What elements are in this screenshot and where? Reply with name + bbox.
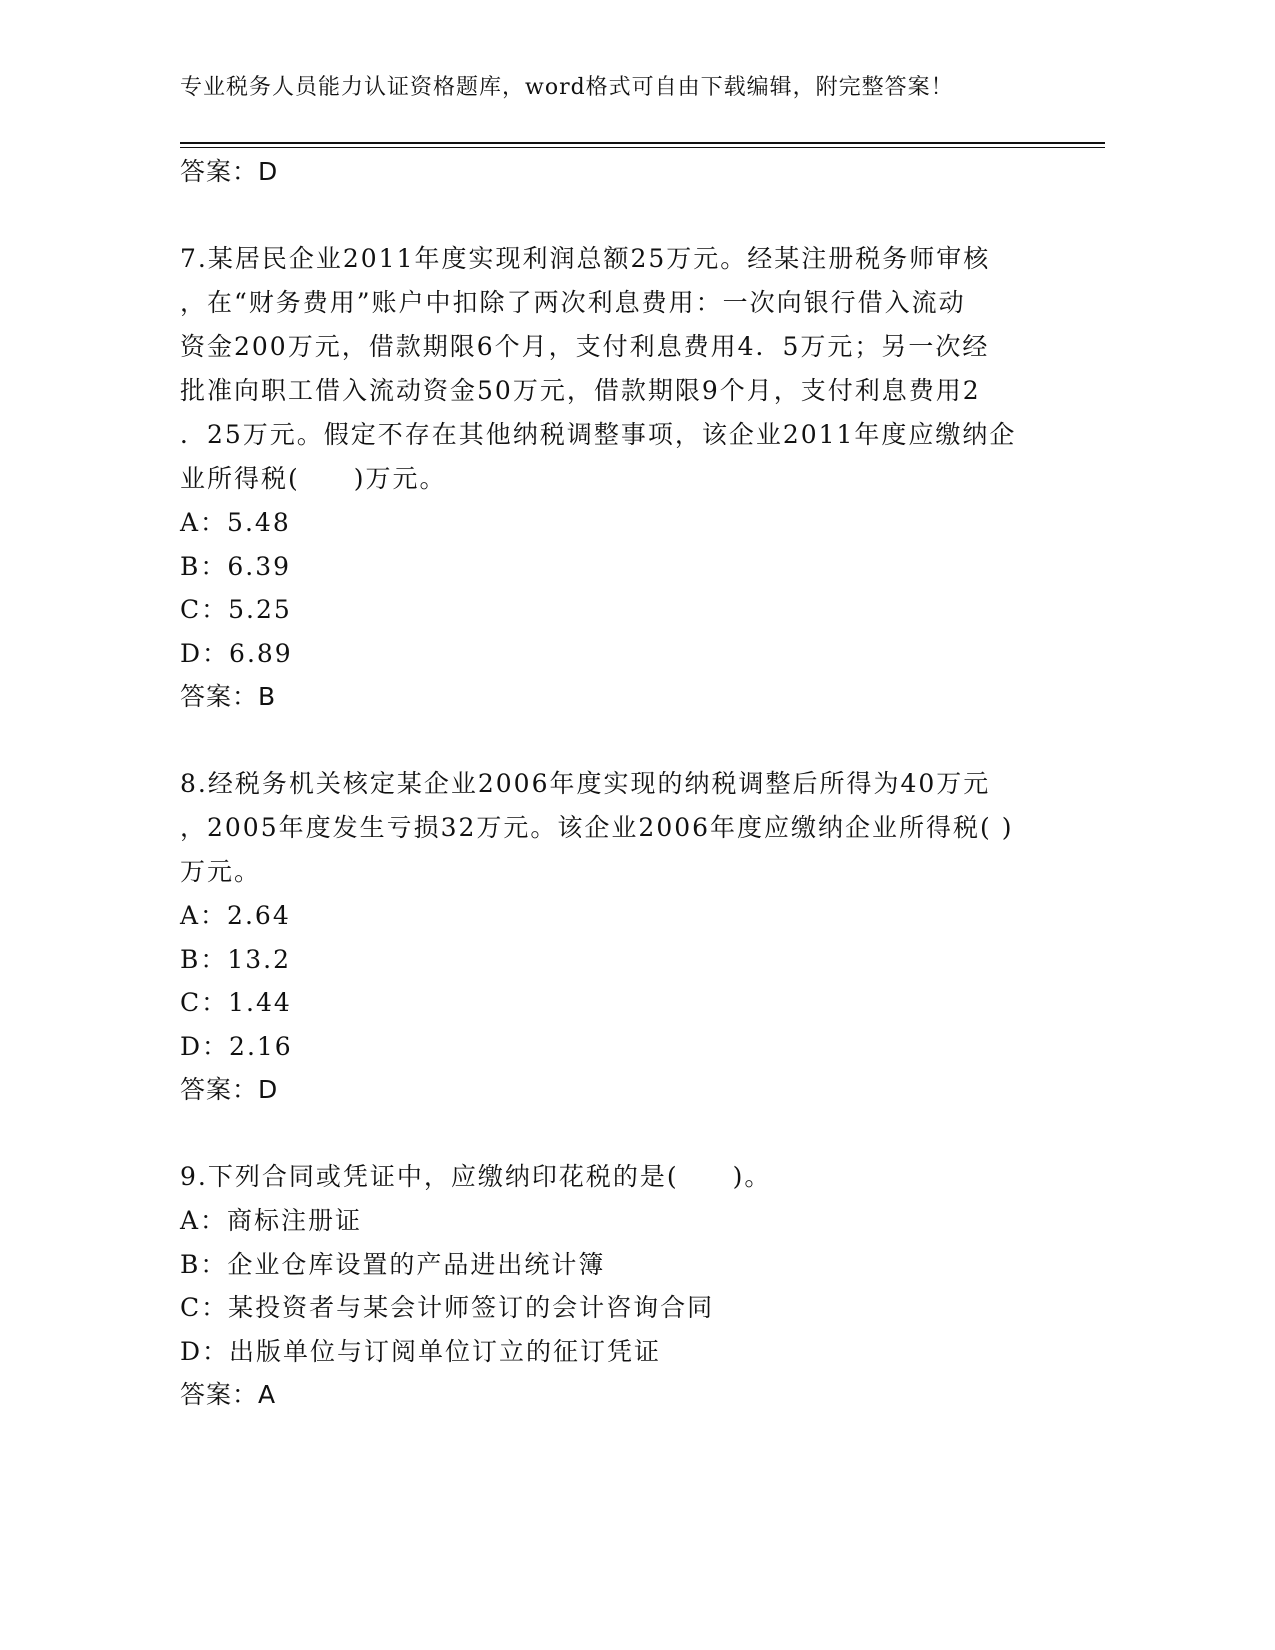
question-text-line: 8.经税务机关核定某企业2006年度实现的纳税调整后所得为40万元 [180, 769, 991, 798]
header-rule [180, 142, 1105, 144]
question-text-line: ，2005年度发生亏损32万元。该企业2006年度应缴纳企业所得税( ) [180, 813, 1014, 842]
question-text-line: 9.下列合同或凭证中，应缴纳印花税的是( )。 [180, 1162, 772, 1191]
option-b: B：企业仓库设置的产品进出统计簿 [180, 1249, 606, 1279]
question-block [180, 237, 1040, 719]
option-c: C：1.44 [180, 988, 292, 1017]
answer: 答案：B [180, 682, 277, 711]
answer: 答案：D [180, 1075, 279, 1104]
option-b: B：6.39 [180, 551, 292, 581]
option-b: B：13.2 [180, 944, 292, 974]
option-d: D：2.16 [180, 1031, 293, 1061]
question-text-line: ．25万元。假定不存在其他纳税调整事项，该企业2011年度应缴纳企 [180, 420, 1017, 449]
question-block [180, 762, 1040, 1112]
option-a: A：商标注册证 [180, 1206, 363, 1235]
document-body [180, 150, 1040, 1417]
question-text-line: 7.某居民企业2011年度实现利润总额25万元。经某注册税务师审核 [180, 244, 991, 273]
header-rule-thin [180, 147, 1105, 148]
answer: 答案：A [180, 1380, 277, 1409]
question-block [180, 1155, 1040, 1417]
spacer [180, 194, 1040, 237]
question-text-line: 业所得税( )万元。 [180, 464, 447, 493]
question-text-line: 万元。 [180, 857, 262, 886]
question-text-line: 资金200万元，借款期限6个月，支付利息费用4．5万元；另一次经 [180, 332, 990, 361]
option-d: D：6.89 [180, 638, 293, 668]
option-a: A：2.64 [180, 901, 291, 930]
option-d: D：出版单位与订阅单位订立的征订凭证 [180, 1336, 662, 1366]
question-text-line: ，在“财务费用”账户中扣除了两次利息费用：一次向银行借入流动 [180, 288, 966, 317]
page-header: 专业税务人员能力认证资格题库，word格式可自由下载编辑，附完整答案！ [180, 75, 954, 100]
spacer [180, 1112, 1040, 1155]
option-a: A：5.48 [180, 508, 291, 537]
spacer [180, 719, 1040, 762]
previous-answer: 答案：D [180, 157, 279, 186]
question-text-line: 批准向职工借入流动资金50万元，借款期限9个月，支付利息费用2 [180, 376, 981, 405]
option-c: C：某投资者与某会计师签订的会计咨询合同 [180, 1293, 715, 1322]
option-c: C：5.25 [180, 595, 292, 624]
